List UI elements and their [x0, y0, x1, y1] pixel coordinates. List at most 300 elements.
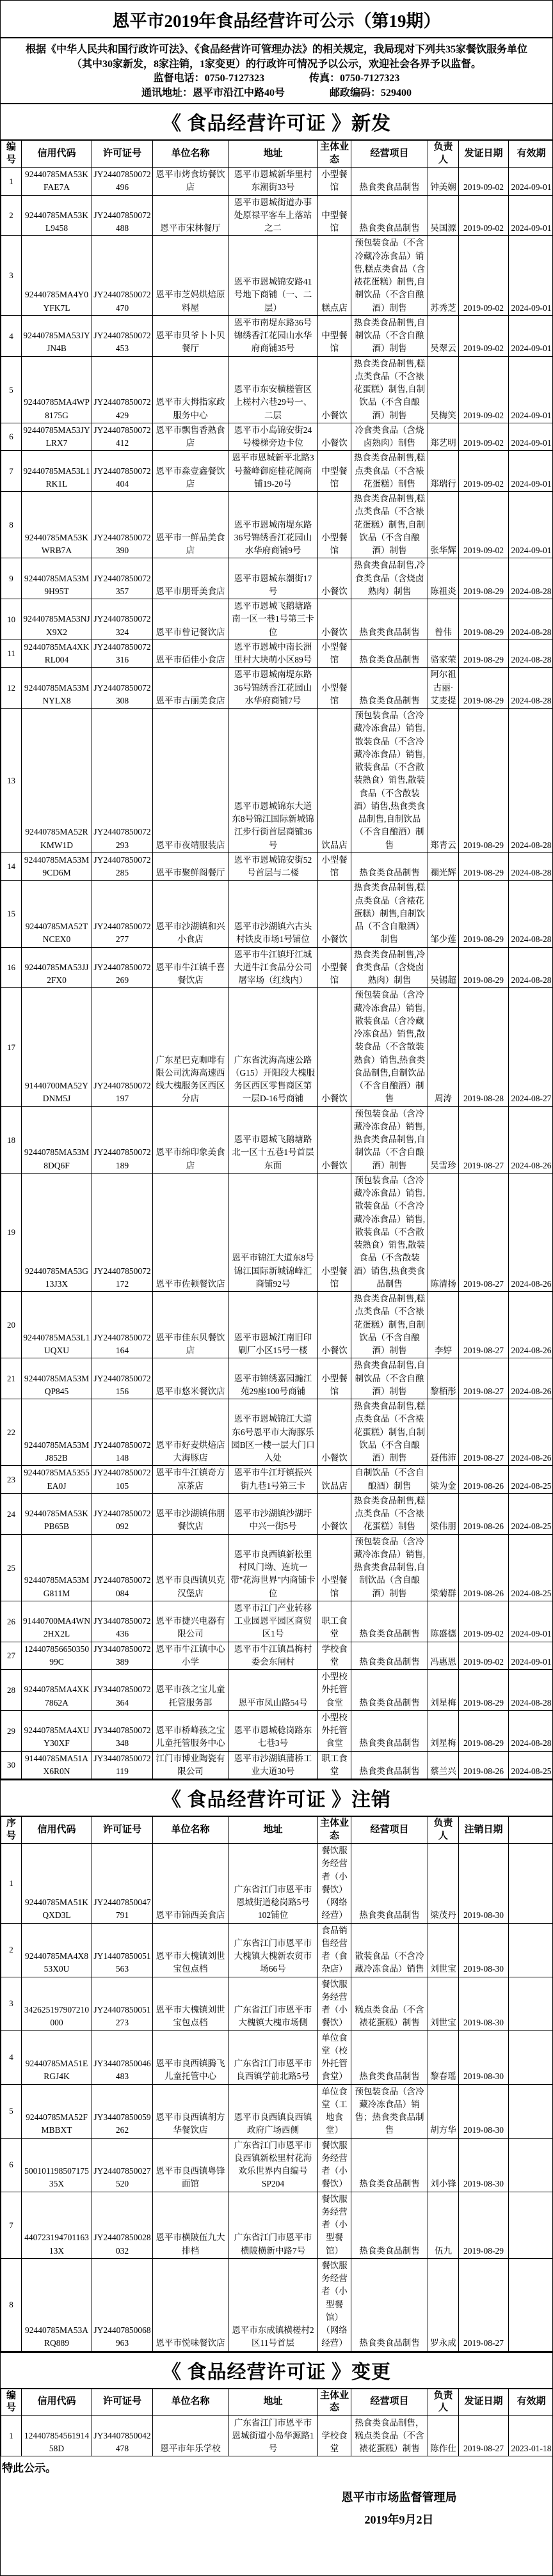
table-row — [1, 709, 553, 853]
cell: 5 — [1, 356, 22, 423]
cell: 92440785MA53M9CD6M — [22, 852, 92, 881]
cell: 9 — [1, 558, 22, 599]
table-row — [1, 1534, 553, 1601]
cell: 28 — [1, 1670, 22, 1711]
cell: 恩平市沙湖镇蒲桥工业大道30号 — [228, 1751, 318, 1779]
cell: 餐饮服务经营者（小型餐馆）（网络经营） — [318, 2258, 351, 2351]
cell: 20 — [1, 1292, 22, 1358]
cell: JY24407850072412 — [92, 423, 153, 451]
cell: 恩平市烤食坊餐饮店 — [153, 168, 228, 196]
table-row — [1, 1358, 553, 1399]
cell: 3 — [1, 1977, 22, 2030]
new-license-table — [1, 140, 553, 1779]
cell — [509, 2138, 553, 2192]
contact-line-1 — [16, 72, 537, 86]
cell: 饮品店 — [318, 1466, 351, 1494]
cell: 预包装食品（含冷藏冷冻食品）销售,热食类食品制售,自制饮品（含自酿酒）制售 — [351, 1534, 428, 1601]
section-title-change: 《 食品经营许可证 》变更 — [1, 2352, 552, 2389]
cell: 热食类食品制售 — [351, 195, 428, 236]
cell: JY24407850072148 — [92, 1399, 153, 1466]
cell: 2019-08-29 — [459, 668, 509, 709]
cell: 4 — [1, 315, 22, 356]
cell: 2024-08-28 — [509, 640, 553, 668]
cell: 热食类食品制售 — [351, 1844, 428, 1924]
cell: 恩平市牛江镇奇方凉茶店 — [153, 1466, 228, 1494]
cell: 糕点类食品（不含裱花蛋糕）制售 — [351, 1977, 428, 2030]
table-row — [1, 1601, 553, 1642]
cell — [509, 2084, 553, 2138]
table-row — [1, 1399, 553, 1466]
cell: 刘星梅 — [428, 1710, 459, 1751]
cell: 92440785MA53L1UQXU — [22, 1292, 92, 1358]
cell: 张华辉 — [428, 492, 459, 558]
table-row — [1, 423, 553, 451]
cell: JY34407850059262 — [92, 2084, 153, 2138]
table-row — [1, 881, 553, 947]
cell: 小型餐馆 — [318, 1534, 351, 1601]
change-license-table — [1, 2389, 553, 2457]
cell: JY24407850072092 — [92, 1493, 153, 1534]
cell: 2024-08-28 — [509, 1710, 553, 1751]
table-row — [1, 988, 553, 1106]
cell: 学校食堂 — [318, 1642, 351, 1670]
postcode-label: 邮政编码：529400 — [330, 86, 412, 100]
cell: 17 — [1, 988, 22, 1106]
cell: 29 — [1, 1710, 22, 1751]
cell: 2024-08-28 — [509, 599, 553, 640]
table-row — [1, 1844, 553, 1924]
cell: 2019-09-02 — [459, 195, 509, 236]
header-cell: 负责人 — [428, 141, 459, 168]
cell: 恩平市悦味餐饮店 — [153, 2258, 228, 2351]
cell: 恩平市恩城江南旧印刷厂小区15号一楼 — [228, 1292, 318, 1358]
cell: 恩平市宋林餐厅 — [153, 195, 228, 236]
address-label: 通讯地址：恩平市沿江中路40号 — [141, 86, 285, 100]
cell: 热食类食品制售,糕点类食品（不含裱花蛋糕）制售,自制饮品（不含自酿酒）制售 — [351, 356, 428, 423]
table-row — [1, 2415, 553, 2456]
cell: 小餐饮 — [318, 558, 351, 599]
cell: JY24407850072429 — [92, 356, 153, 423]
cell: 恩平市大槐镇刘世宝包点档 — [153, 1977, 228, 2030]
cell: 热食类食品制售 — [351, 2138, 428, 2192]
cell: JY34407850072348 — [92, 1710, 153, 1751]
header-cell: 地址 — [228, 141, 318, 168]
cell: 2019-09-02 — [459, 451, 509, 492]
cell: 恩平市贝爷卜卜贝餐厅 — [153, 315, 228, 356]
fax-label: 传真：0750-7127323 — [309, 72, 399, 86]
cell: 恩平市沙湖镇沙湖圩中兴一街5号 — [228, 1493, 318, 1534]
table-row — [1, 236, 553, 316]
cell: 26 — [1, 1601, 22, 1642]
cell: 中型餐馆 — [318, 315, 351, 356]
cell: 小餐饮 — [318, 423, 351, 451]
cell: 2019-09-02 — [459, 356, 509, 423]
cell: 禤光辉 — [428, 852, 459, 881]
cell: JY24407850072488 — [92, 195, 153, 236]
section-title-cancel: 《 食品经营许可证 》注销 — [1, 1779, 552, 1816]
cell: JY34407850042478 — [92, 2415, 153, 2456]
cell: JY34407850046483 — [92, 2030, 153, 2084]
page-title: 恩平市2019年食品经营许可公示（第19期） — [1, 1, 552, 38]
cell: 罗永成 — [428, 2258, 459, 2351]
cell: 恩平市淼壹鑫餐饮店 — [153, 451, 228, 492]
cell: 2024-08-28 — [509, 947, 553, 988]
cell: 苏秀芝 — [428, 236, 459, 316]
cell: 热食类食品制售,糕点类食品（含裱花蛋糕）制售,自制饮品（不含自酿酒）制售 — [351, 881, 428, 947]
cell: 恩平市孩之宝儿童托管服务部 — [153, 1670, 228, 1711]
cell: 恩平市牛江镇昌梅村委会东闸村 — [228, 1642, 318, 1670]
table-row — [1, 195, 553, 236]
cell: 饮品店 — [318, 709, 351, 853]
cell: 餐饮服务经营者（小餐饮）（网络经营） — [318, 1844, 351, 1924]
cell: 热食类食品制售 — [351, 2030, 428, 2084]
cell: 预包装食品（含冷藏冷冻食品）销售,散装食品（含冷藏冷冻食品）销售,散装食品（不含散装熟食）销售,热食类食品制售,自制饮品（不含自酿酒）制售 — [351, 988, 428, 1106]
cell: 2019-08-27 — [459, 1399, 509, 1466]
cell: 2024-08-27 — [509, 988, 553, 1106]
intro-paragraph: 根据《中华人民共和国行政许可法》、《食品经营许可管理办法》的相关规定，我局现对下列共35家餐饮服务单位（其中30家新发，8家注销，1家变更）的行政许可情况予以公示，欢迎社会各界予以监督。 — [16, 42, 537, 72]
cell: 2 — [1, 1923, 22, 1977]
header-cell: 许可证号 — [92, 141, 153, 168]
cell: 梁菊群 — [428, 1534, 459, 1601]
header-row — [1, 141, 553, 168]
cell: 92440785MA4Y0YFK7L — [22, 236, 92, 316]
table-row — [1, 168, 553, 196]
table-row — [1, 2084, 553, 2138]
cell: JY24407850051273 — [92, 1977, 153, 2030]
cell: 恩平市古丽美食店 — [153, 668, 228, 709]
cell: 伍九 — [428, 2192, 459, 2258]
cell: 92440785MA53L1RK1L — [22, 451, 92, 492]
cell: 学校食堂 — [318, 2415, 351, 2456]
cell: 预包装食品（含冷藏冷冻食品）销售,散装食品（不含冷藏冷冻食品）销售,散装食品（不含散装熟食）销售,散装食品（不含散装酒）销售,热食类食品制售,自制饮品（不含自酿酒）制售 — [351, 709, 428, 853]
cell: 恩平市牛江镇千喜餐饮店 — [153, 947, 228, 988]
cancel-license-table — [1, 1816, 553, 2352]
cell: 2019-09-02 — [459, 168, 509, 196]
cell: 小型餐馆 — [318, 1358, 351, 1399]
cell: 热食类食品制售,自制饮品（不含自酿酒）制售 — [351, 315, 428, 356]
cell: 2019-08-29 — [459, 852, 509, 881]
cell: 2024-09-01 — [509, 492, 553, 558]
cell: 2024-08-28 — [509, 881, 553, 947]
cell: 预包装食品（含冷藏冷冻食品）销售,散装食品（不含冷藏冷冻食品）销售,散装食品（不含散装熟食）销售,散装食品（不含散装酒）销售,热食类食品制售 — [351, 1173, 428, 1291]
cell: 陈清扬 — [428, 1173, 459, 1291]
cell: JY24407850072197 — [92, 988, 153, 1106]
cell: 恩平市锦江大道东8号锦江国际新城锦峰汇商铺92号 — [228, 1173, 318, 1291]
cell: 2019-08-27 — [459, 2415, 509, 2456]
table-row — [1, 852, 553, 881]
cell: 广东省江门市恩平市横陂横新中路7号 — [228, 2192, 318, 2258]
cell: JY24407850072285 — [92, 852, 153, 881]
agency-name: 恩平市市场监督管理局 — [309, 2486, 488, 2508]
cell: 小餐饮 — [318, 1106, 351, 1173]
cell: 8 — [1, 492, 22, 558]
cell: JY24407850072189 — [92, 1106, 153, 1173]
cell: 梁茂丹 — [428, 1844, 459, 1924]
cell: 恩平市东成镇横槎村2区11号首层 — [228, 2258, 318, 2351]
cell: 热食类食品制售 — [351, 852, 428, 881]
cell: 92440785MA53ARQ889 — [22, 2258, 92, 2351]
cell: 92440785MA52TNCEX0 — [22, 881, 92, 947]
cell: 热食类食品制售,冷食类食品（含烧卤熟肉）制售 — [351, 947, 428, 988]
cell: 24 — [1, 1493, 22, 1534]
cell: 吴翠云 — [428, 315, 459, 356]
cell: 12440785665035099C — [22, 1642, 92, 1670]
cell: 22 — [1, 1399, 22, 1466]
cell: JY24407850072172 — [92, 1173, 153, 1291]
intro-block — [1, 38, 552, 104]
cell: 92440785MA53MJ852B — [22, 1399, 92, 1466]
cell: 2024-08-26 — [509, 1292, 553, 1358]
cell: 恩平市良西镇腾飞儿童托管中心 — [153, 2030, 228, 2084]
publish-date: 2019年9月2日 — [309, 2509, 488, 2531]
cell: 聂伟沛 — [428, 1399, 459, 1466]
cell: JY24407850068963 — [92, 2258, 153, 2351]
header-cell: 有效期 — [509, 141, 553, 168]
cell: 2024-08-26 — [509, 1358, 553, 1399]
cell — [509, 1923, 553, 1977]
cell: 92440785MA4XKRL004 — [22, 640, 92, 668]
header-cell: 主体业态 — [318, 141, 351, 168]
cell: 广东省江门市恩平市良西镇新松里村花海欢乐世界内自编号SP204 — [228, 2138, 318, 2192]
table-row — [1, 558, 553, 599]
cell: 2019-08-27 — [459, 1106, 509, 1173]
cell: 恩平市曾记餐饮店 — [153, 599, 228, 640]
cell: 广东省江门市恩平市恩城街道小岛华源路1号 — [228, 2415, 318, 2456]
table-row — [1, 1751, 553, 1779]
table-row — [1, 1292, 553, 1358]
cell: 2019-09-02 — [459, 423, 509, 451]
change-table-header — [1, 2389, 553, 2415]
header-cell: 信用代码 — [22, 2389, 92, 2415]
cell: 单位食堂（校外托管食堂） — [318, 2030, 351, 2084]
cell: 1 — [1, 2415, 22, 2456]
cell: 92440785MA53MNYLX8 — [22, 668, 92, 709]
cell: 恩平市恩城新华里村东潮街33号 — [228, 168, 318, 196]
cell: 2019-08-26 — [459, 1493, 509, 1534]
header-cell: 负责人 — [428, 1817, 459, 1844]
cell: 2019-08-26 — [459, 1466, 509, 1494]
cell: JY34407850072364 — [92, 1670, 153, 1711]
cell: 周涛 — [428, 988, 459, 1106]
cell: 2019-08-29 — [459, 558, 509, 599]
cell: 2 — [1, 195, 22, 236]
cell: 2019-08-28 — [459, 988, 509, 1106]
cell: JY24407850028032 — [92, 2192, 153, 2258]
cell: 19 — [1, 1173, 22, 1291]
cell: 91440700MA52YDNM5J — [22, 988, 92, 1106]
cell: 2024-09-01 — [509, 1642, 553, 1670]
header-cell — [509, 1817, 553, 1844]
cell: 吴锡超 — [428, 947, 459, 988]
cell: 恩平市夜靖服装店 — [153, 709, 228, 853]
cell: 热食类食品制售 — [351, 2258, 428, 2351]
cell: 恩平市沙湖镇和兴小食店 — [153, 881, 228, 947]
header-cell: 编号 — [1, 2389, 22, 2415]
cancel-table-header — [1, 1817, 553, 1844]
cell: 恩平市凤山路54号 — [228, 1670, 318, 1711]
cell — [509, 1844, 553, 1924]
cell: JY24407850072324 — [92, 599, 153, 640]
cell: JY24407850072357 — [92, 558, 153, 599]
table-row — [1, 640, 553, 668]
cell: 5 — [1, 2084, 22, 2138]
cell: 18 — [1, 1106, 22, 1173]
new-table-header — [1, 141, 553, 168]
header-cell: 发证日期 — [459, 2389, 509, 2415]
cell: 餐饮服务经营者（小餐饮） — [318, 2138, 351, 2192]
cell: 热食类食品制售,糕点类食品（不含裱花蛋糕）制售,自制饮品（不含自酿酒）制售 — [351, 1292, 428, 1358]
new-table-body — [1, 168, 553, 1779]
cell: 恩平市恩城飞鹅塘路北一区十五巷1号首层东面 — [228, 1106, 318, 1173]
table-row — [1, 451, 553, 492]
cell: JY24407850072308 — [92, 668, 153, 709]
cell: 广东省江门市恩平市大槐镇大槐市场侧 — [228, 1977, 318, 2030]
cell: JY24407850072316 — [92, 640, 153, 668]
header-cell: 单位名称 — [153, 2389, 228, 2415]
cell: JY24407850072084 — [92, 1534, 153, 1601]
cell: 蔡兰兴 — [428, 1751, 459, 1779]
cell — [509, 2258, 553, 2351]
cell: 2024-08-25 — [509, 1493, 553, 1534]
cell: 恩平市牛江镇中心小学 — [153, 1642, 228, 1670]
cell: 25 — [1, 1534, 22, 1601]
footer-block — [1, 2456, 552, 2575]
cell: 恩平市牛江圩镇振兴街九巷1号第三卡 — [228, 1466, 318, 1494]
cell: 1 — [1, 1844, 22, 1924]
cell: JY24407850072277 — [92, 881, 153, 947]
cell: JY24407850072390 — [92, 492, 153, 558]
cell: 92440785MA4XK7862A — [22, 1670, 92, 1711]
cell: 黎春瑶 — [428, 2030, 459, 2084]
cell: 餐饮服务经营者（小型餐馆） — [318, 2192, 351, 2258]
cell: JY24407850072453 — [92, 315, 153, 356]
table-row — [1, 315, 553, 356]
cell: 冷食类食品（含烧卤熟肉）制售 — [351, 423, 428, 451]
cell: 小餐饮 — [318, 356, 351, 423]
cell: 2019-09-02 — [459, 315, 509, 356]
cell: 热食类食品制售 — [351, 1710, 428, 1751]
cell: 恩平市恩城东潮街17号 — [228, 558, 318, 599]
cell: 2019-08-30 — [459, 2084, 509, 2138]
cell: 吴梅笑 — [428, 356, 459, 423]
cell: 15 — [1, 881, 22, 947]
cell: 10 — [1, 599, 22, 640]
cell: 92440785MA4X853X0U — [22, 1923, 92, 1977]
cell: 2024-08-28 — [509, 558, 553, 599]
cell: 恩平市朋哥美食店 — [153, 558, 228, 599]
cell: 92440785MA51ERGJ4K — [22, 2030, 92, 2084]
table-row — [1, 947, 553, 988]
cell: 热食类食品制售 — [351, 1601, 428, 1642]
cell: 2019-08-27 — [459, 2258, 509, 2351]
cell: 恩平市良西镇贝克汉堡店 — [153, 1534, 228, 1601]
cell: 13 — [1, 709, 22, 853]
cell: 12440785456191458D — [22, 2415, 92, 2456]
cell: JY24407850072269 — [92, 947, 153, 988]
cell: 3 — [1, 236, 22, 316]
cell: 2019-08-29 — [459, 599, 509, 640]
cell: 热食类食品制售,糕点类食品（不含裱花蛋糕）制售 — [351, 1493, 428, 1534]
cell: 陈盛德 — [428, 1601, 459, 1642]
cell: 恩平市恩城锦江大道东6号恩平市大海豚乐园B区一楼一层大门口入处 — [228, 1399, 318, 1466]
cell: 11 — [1, 640, 22, 668]
cell: 恩平市芝妈烘焙原料屋 — [153, 236, 228, 316]
cell: 2019-09-02 — [459, 236, 509, 316]
cell: 广东省江门市恩平市良西镇学前北路5号 — [228, 2030, 318, 2084]
cell: 92440785MA51KQXD3L — [22, 1844, 92, 1924]
cell: 江门市博业陶瓷有限公司 — [153, 1751, 228, 1779]
cell: 2024-08-28 — [509, 1670, 553, 1711]
cell: 2024-08-28 — [509, 668, 553, 709]
cell: 50010119850717535X — [22, 2138, 92, 2192]
header-row — [1, 2389, 553, 2415]
cell: 91440785MA51AX6R0N — [22, 1751, 92, 1779]
header-cell: 经营项目 — [351, 1817, 428, 1844]
cell: 恩平市小岛锦安街24号楼梯旁边卡位 — [228, 423, 318, 451]
cell: 92440785MA52FMBBXT — [22, 2084, 92, 2138]
cell: 恩平市捷兴电器有限公司 — [153, 1601, 228, 1642]
header-cell: 主体业态 — [318, 1817, 351, 1844]
cell: 骆家荣 — [428, 640, 459, 668]
cell: 恩平市恩城中南长洲里村大块萌小区89号 — [228, 640, 318, 668]
cell: 2024-09-01 — [509, 236, 553, 316]
cell: 恩平市恩城锦安路41号地下商铺（一、二层） — [228, 236, 318, 316]
cell: 2024-09-01 — [509, 168, 553, 196]
cell: 92440785MA53NJX9X2 — [22, 599, 92, 640]
cell: 12 — [1, 668, 22, 709]
cell: 7 — [1, 451, 22, 492]
cell: 恩平市南堤东路36号锦绣香江花园山水华府商铺35号 — [228, 315, 318, 356]
cell: 2024-08-25 — [509, 1534, 553, 1601]
cell: 郑青云 — [428, 709, 459, 853]
cell: 职工食堂 — [318, 1751, 351, 1779]
cell: 广东省江门市恩平市恩城街道稔岗路5号102铺位 — [228, 1844, 318, 1924]
cell: 热食类食品制售,冷食类食品（含烧卤熟肉）制售 — [351, 558, 428, 599]
cell: 小餐饮 — [318, 599, 351, 640]
cell: 2019-08-29 — [459, 709, 509, 853]
cell: 吴国源 — [428, 195, 459, 236]
cell: 恩平市良西镇胡方华餐饮店 — [153, 2084, 228, 2138]
cell: 16 — [1, 947, 22, 988]
cell: 郑艺明 — [428, 423, 459, 451]
cell: 92440785MA53KFAE7A — [22, 168, 92, 196]
cell: 2019-08-30 — [459, 1923, 509, 1977]
cell: 恩平市恩城街道办事处原禄平客车上落站之二 — [228, 195, 318, 236]
header-cell: 经营项目 — [351, 141, 428, 168]
cell — [509, 2192, 553, 2258]
cell: 30 — [1, 1751, 22, 1779]
cell: 2019-08-27 — [459, 1173, 509, 1291]
cell: 2019-08-27 — [459, 1358, 509, 1399]
cell: 恩平市飘售香熟食店 — [153, 423, 228, 451]
cell: 小型餐馆 — [318, 492, 351, 558]
cell: 恩平市佳东贝餐饮店 — [153, 1292, 228, 1358]
cell: 2024-08-26 — [509, 1173, 553, 1291]
cell: 2019-08-30 — [459, 1844, 509, 1924]
cell: 热食类食品制售 — [351, 599, 428, 640]
header-cell: 编号 — [1, 141, 22, 168]
cell: 恩平市横陂伍九大排档 — [153, 2192, 228, 2258]
cell: 热食类食品制售 — [351, 2192, 428, 2258]
cell: 2024-09-01 — [509, 1601, 553, 1642]
cell: JY24407850047791 — [92, 1844, 153, 1924]
header-cell: 地址 — [228, 2389, 318, 2415]
cell: 2024-08-26 — [509, 1106, 553, 1173]
cell: 梁为金 — [428, 1466, 459, 1494]
cell: 热食类食品制售 — [351, 1751, 428, 1779]
cell — [509, 2030, 553, 2084]
cell: 小型校外托管食堂 — [318, 1670, 351, 1711]
